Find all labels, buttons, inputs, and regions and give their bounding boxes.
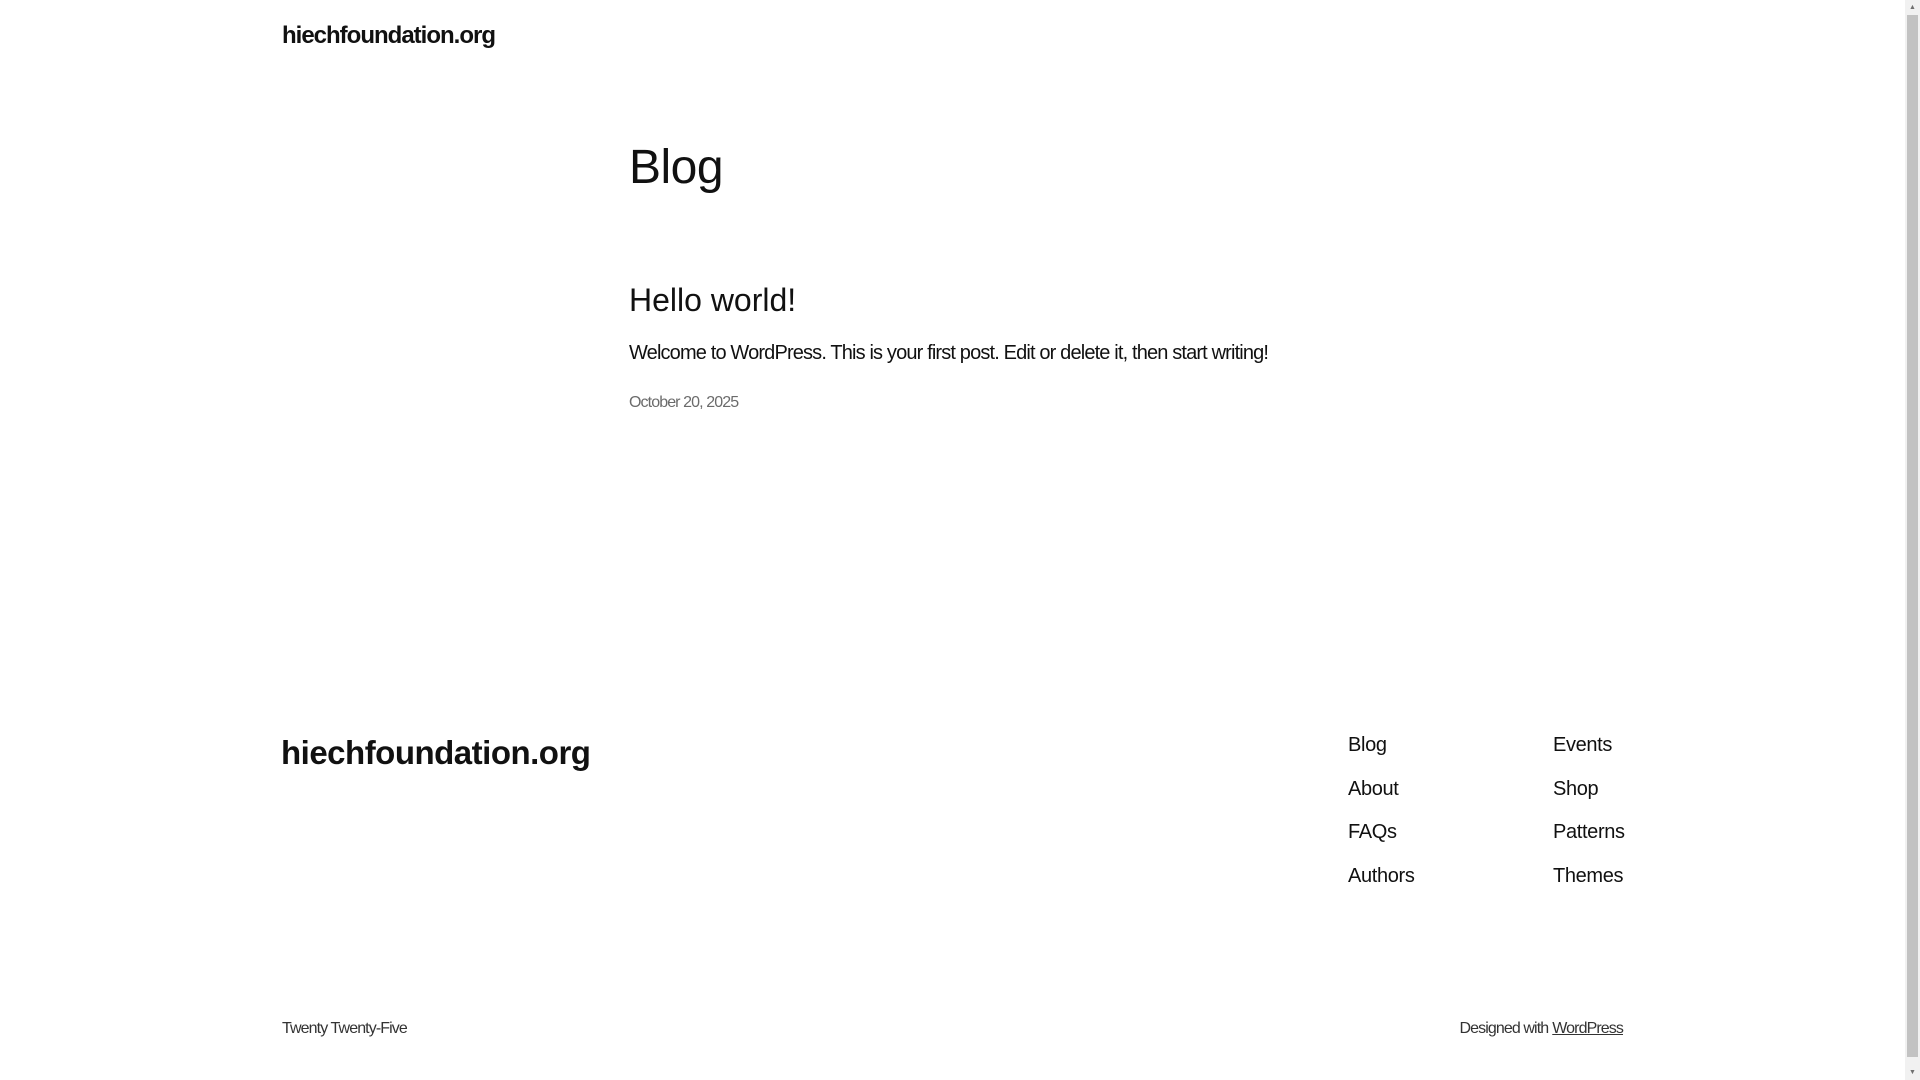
wordpress-link[interactable]: WordPress — [1552, 1020, 1623, 1037]
scroll-down-icon: ▼ — [1909, 1069, 1916, 1076]
footer-nav-item-patterns[interactable]: Patterns — [1553, 821, 1625, 843]
footer-credits-bar — [282, 1017, 1623, 1041]
designed-with-text: Designed with — [1459, 1020, 1549, 1037]
footer-nav-item-blog[interactable]: Blog — [1348, 734, 1387, 756]
footer-nav-item-about[interactable]: About — [1348, 777, 1399, 800]
footer-nav-item-shop[interactable]: Shop — [1553, 777, 1599, 800]
footer-nav-item-events[interactable]: Events — [1553, 734, 1613, 756]
footer-nav-item-themes[interactable]: Themes — [1553, 864, 1624, 887]
vertical-scrollbar[interactable] — [1905, 0, 1920, 1080]
post-date: October 20, 2025 — [629, 394, 739, 411]
site-title-link[interactable]: hiechfoundation.org — [282, 22, 495, 49]
scroll-up-icon: ▲ — [1909, 4, 1916, 11]
scroll-up-button[interactable] — [1905, 0, 1920, 15]
footer-nav-item-authors[interactable]: Authors — [1348, 864, 1415, 887]
post-excerpt: Welcome to WordPress. This is your first post. Edit or delete it, then start writing! — [629, 342, 1269, 364]
footer-nav-column-2 — [1553, 732, 1625, 906]
footer-site-title-link[interactable]: hiechfoundation.org — [281, 734, 591, 771]
page-heading: Blog — [629, 141, 724, 194]
scrollbar-thumb[interactable] — [1907, 15, 1918, 1057]
designed-with-credit — [1459, 1017, 1623, 1041]
footer-nav-column-1 — [1348, 732, 1414, 906]
theme-name-link[interactable]: Twenty Twenty-Five — [282, 1020, 407, 1037]
post-title-link[interactable]: Hello world! — [629, 282, 797, 318]
scroll-down-button[interactable] — [1905, 1065, 1920, 1080]
footer-nav-item-faqs[interactable]: FAQs — [1348, 821, 1397, 843]
